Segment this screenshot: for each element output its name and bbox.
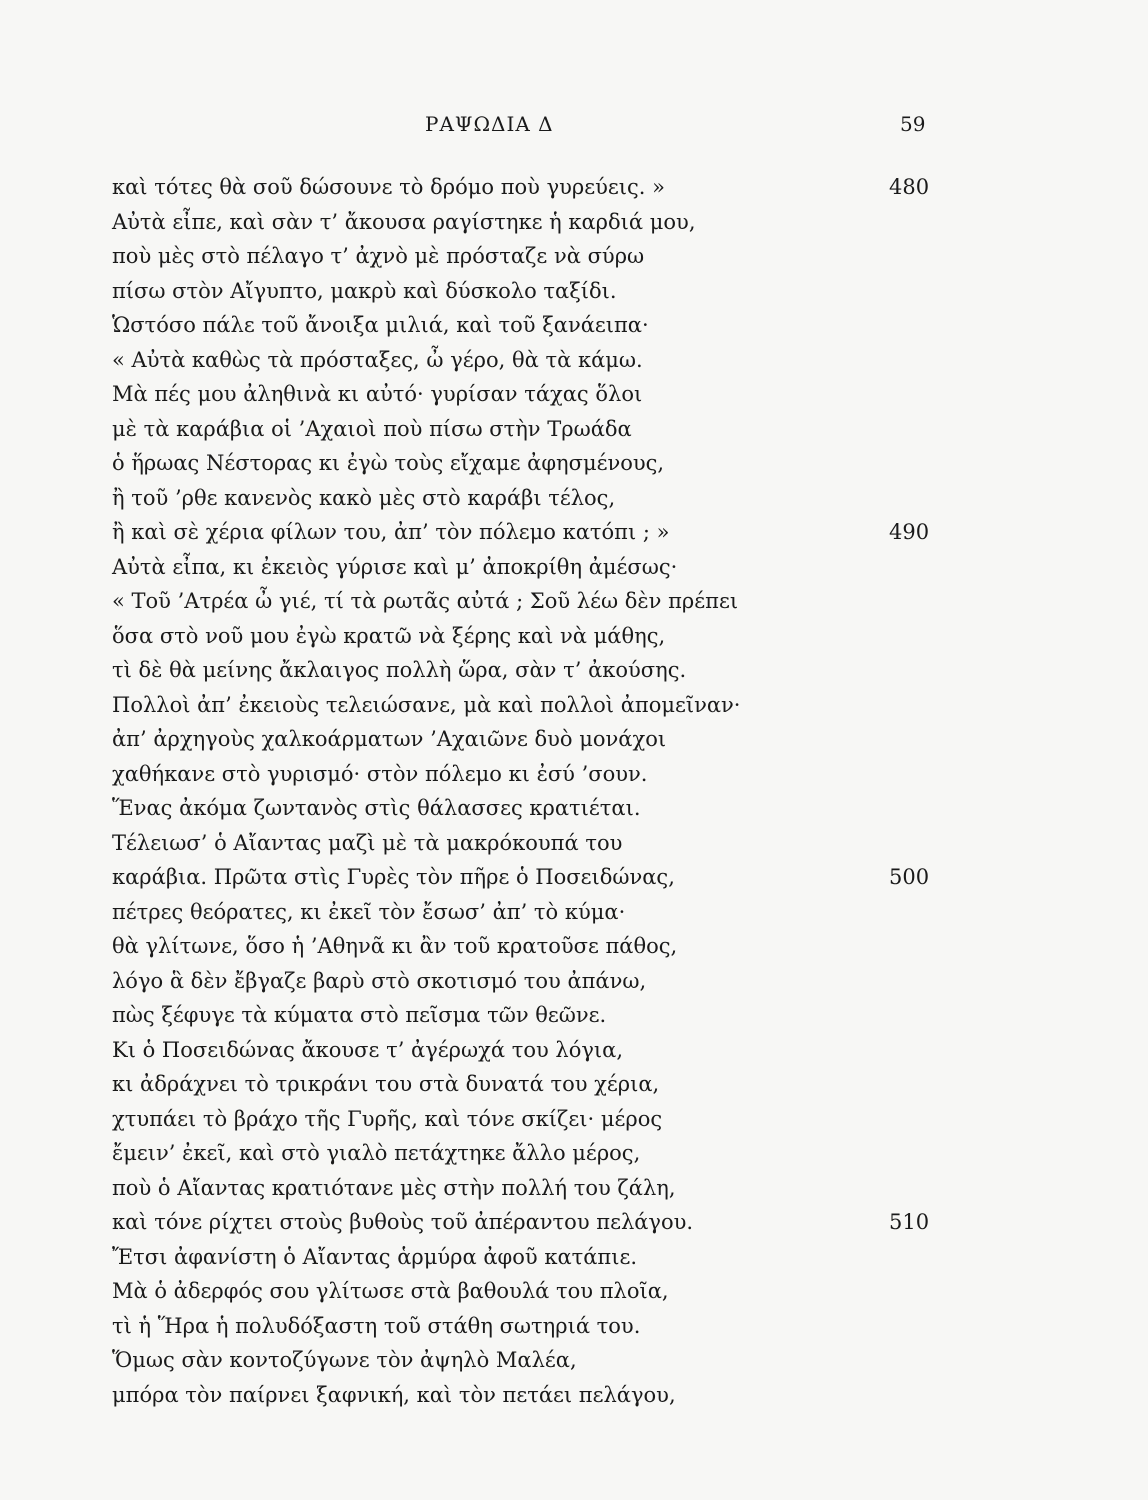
verse-line bbox=[112, 1378, 992, 1413]
verse-text: ἀπ’ ἀρχηγοὺς χαλκοάρματων ’Αχαιῶνε δυὸ μονάχοι bbox=[112, 727, 667, 751]
verse-line bbox=[112, 205, 992, 240]
verse-text: ἔμειν’ ἐκεῖ, καὶ στὸ γιαλὸ πετάχτηκε ἄλλο μέρος, bbox=[112, 1141, 641, 1165]
poem-body bbox=[112, 170, 992, 1412]
verse-text: πίσω στὸν Αἴγυπτο, μακρὺ καὶ δύσκολο ταξίδι. bbox=[112, 278, 617, 303]
page-header bbox=[0, 112, 1148, 142]
verse-line bbox=[112, 1240, 992, 1275]
verse-text: ποὺ ὁ Αἴαντας κρατιότανε μὲς στὴν πολλή του ζάλη, bbox=[112, 1175, 676, 1200]
verse-line bbox=[112, 1171, 992, 1206]
verse-text: μπόρα τὸν παίρνει ξαφνική, καὶ τὸν πετάει πελάγου, bbox=[112, 1382, 676, 1407]
running-title: ΡΑΨΩΔΙΑ Δ bbox=[425, 112, 554, 136]
verse-line bbox=[112, 1033, 992, 1068]
verse-text: Πολλοὶ ἀπ’ ἐκειοὺς τελειώσανε, μὰ καὶ πολλοὶ ἀπομεῖναν· bbox=[112, 692, 741, 717]
verse-text: ὁ ἥρωας Νέστορας κι ἐγὼ τοὺς εἴχαμε ἀφησμένους, bbox=[112, 451, 665, 475]
verse-line bbox=[112, 653, 992, 688]
verse-text: καράβια. Πρῶτα στὶς Γυρὲς τὸν πῆρε ὁ Ποσειδώνας, bbox=[112, 865, 675, 889]
verse-text: μὲ τὰ καράβια οἱ ’Αχαιοὶ ποὺ πίσω στὴν Τρωάδα bbox=[112, 416, 632, 441]
verse-line bbox=[112, 1343, 992, 1378]
verse-line bbox=[112, 481, 992, 516]
verse-line bbox=[112, 964, 992, 999]
verse-line bbox=[112, 895, 992, 930]
verse-text: χτυπάει τὸ βράχο τῆς Γυρῆς, καὶ τόνε σκίζει· μέρος bbox=[112, 1106, 663, 1131]
verse-text: ποὺ μὲς στὸ πέλαγο τ’ ἀχνὸ μὲ πρόσταζε νὰ σύρω bbox=[112, 244, 645, 268]
verse-text: πέτρες θεόρατες, κι ἐκεῖ τὸν ἔσωσ’ ἀπ’ τὸ κύμα· bbox=[112, 899, 626, 924]
verse-line bbox=[112, 757, 992, 792]
verse-text: θὰ γλίτωνε, ὅσο ἡ ’Αθηνᾶ κι ἂν τοῦ κρατοῦσε πάθος, bbox=[112, 934, 678, 958]
verse-text: Ἕνας ἀκόμα ζωντανὸς στὶς θάλασσες κρατιέται. bbox=[112, 796, 641, 820]
verse-text: « Τοῦ ’Ατρέα ὦ γιέ, τί τὰ ρωτᾶς αὐτά ; Σοῦ λέω δὲν πρέπει bbox=[112, 589, 739, 613]
verse-text: καὶ τόνε ρίχτει στοὺς βυθοὺς τοῦ ἀπέραντου πελάγου. bbox=[112, 1210, 694, 1234]
verse-line bbox=[112, 343, 992, 378]
verse-text: πὼς ξέφυγε τὰ κύματα στὸ πεῖσμα τῶν θεῶνε. bbox=[112, 1003, 607, 1027]
verse-text: Τέλειωσ’ ὁ Αἴαντας μαζὶ μὲ τὰ μακρόκουπά του bbox=[112, 830, 623, 855]
verse-text: Ὡστόσο πάλε τοῦ ἄνοιξα μιλιά, καὶ τοῦ ξανάειπα· bbox=[112, 313, 649, 337]
verse-text: ἢ τοῦ ’ρθε κανενὸς κακὸ μὲς στὸ καράβι τέλος, bbox=[112, 485, 616, 510]
verse-text: Μὰ πές μου ἀληθινὰ κι αὐτό· γυρίσαν τάχας ὅλοι bbox=[112, 382, 643, 406]
verse-line bbox=[112, 1309, 992, 1344]
verse-text: κι ἀδράχνει τὸ τρικράνι του στὰ δυνατά του χέρια, bbox=[112, 1072, 660, 1096]
verse-text: λόγο ἃ δὲν ἔβγαζε βαρὺ στὸ σκοτισμό του ἀπάνω, bbox=[112, 968, 647, 993]
verse-line bbox=[112, 274, 992, 309]
verse-line bbox=[112, 584, 992, 619]
verse-line bbox=[112, 688, 992, 723]
line-number: 510 bbox=[889, 1210, 930, 1234]
verse-line bbox=[112, 377, 992, 412]
verse-line bbox=[112, 860, 992, 895]
verse-text: ὅσα στὸ νοῦ μου ἐγὼ κρατῶ νὰ ξέρης καὶ νὰ μάθης, bbox=[112, 623, 666, 648]
verse-line bbox=[112, 550, 992, 585]
verse-text: τὶ δὲ θὰ μείνης ἄκλαιγος πολλὴ ὥρα, σὰν τ’ ἀκούσης. bbox=[112, 658, 687, 682]
verse-line bbox=[112, 412, 992, 447]
verse-line bbox=[112, 308, 992, 343]
verse-line bbox=[112, 826, 992, 861]
verse-line bbox=[112, 998, 992, 1033]
verse-line bbox=[112, 929, 992, 964]
line-number: 490 bbox=[889, 520, 930, 544]
verse-text: « Αὐτὰ καθὼς τὰ πρόσταξες, ὦ γέρο, θὰ τὰ κάμω. bbox=[112, 347, 643, 372]
verse-line bbox=[112, 239, 992, 274]
verse-text: τὶ ἡ Ἥρα ἡ πολυδόξαστη τοῦ στάθη σωτηριά του. bbox=[112, 1313, 641, 1338]
verse-line bbox=[112, 1274, 992, 1309]
verse-line bbox=[112, 446, 992, 481]
verse-line bbox=[112, 791, 992, 826]
verse-text: Αὐτὰ εἶπα, κι ἐκειὸς γύρισε καὶ μ’ ἀποκρίθη ἀμέσως· bbox=[112, 554, 678, 579]
verse-line bbox=[112, 1067, 992, 1102]
verse-text: Αὐτὰ εἶπε, καὶ σὰν τ’ ἄκουσα ραγίστηκε ἡ καρδιά μου, bbox=[112, 209, 696, 234]
verse-text: Ὅμως σὰν κοντοζύγωνε τὸν ἀψηλὸ Μαλέα, bbox=[112, 1348, 577, 1372]
line-number: 500 bbox=[889, 865, 930, 889]
verse-text: Μὰ ὁ ἀδερφός σου γλίτωσε στὰ βαθουλά του πλοῖα, bbox=[112, 1279, 669, 1303]
verse-line bbox=[112, 1205, 992, 1240]
verse-text: χαθήκανε στὸ γυρισμό· στὸν πόλεμο κι ἐσύ ’σουν. bbox=[112, 761, 648, 786]
verse-text: Κι ὁ Ποσειδώνας ἄκουσε τ’ ἀγέρωχά του λόγια, bbox=[112, 1037, 624, 1062]
verse-text: ἢ καὶ σὲ χέρια φίλων του, ἀπ’ τὸν πόλεμο κατόπι ; » bbox=[112, 520, 670, 544]
verse-line bbox=[112, 1102, 992, 1137]
verse-line bbox=[112, 1136, 992, 1171]
verse-line bbox=[112, 515, 992, 550]
verse-line bbox=[112, 170, 992, 205]
page-number: 59 bbox=[900, 112, 926, 136]
verse-text: καὶ τότες θὰ σοῦ δώσουνε τὸ δρόμο ποὺ γυρεύεις. » bbox=[112, 175, 665, 199]
verse-text: Ἔτσι ἀφανίστη ὁ Αἴαντας ἁρμύρα ἀφοῦ κατάπιε. bbox=[112, 1244, 638, 1269]
verse-line bbox=[112, 722, 992, 757]
line-number: 480 bbox=[889, 175, 930, 199]
verse-line bbox=[112, 619, 992, 654]
